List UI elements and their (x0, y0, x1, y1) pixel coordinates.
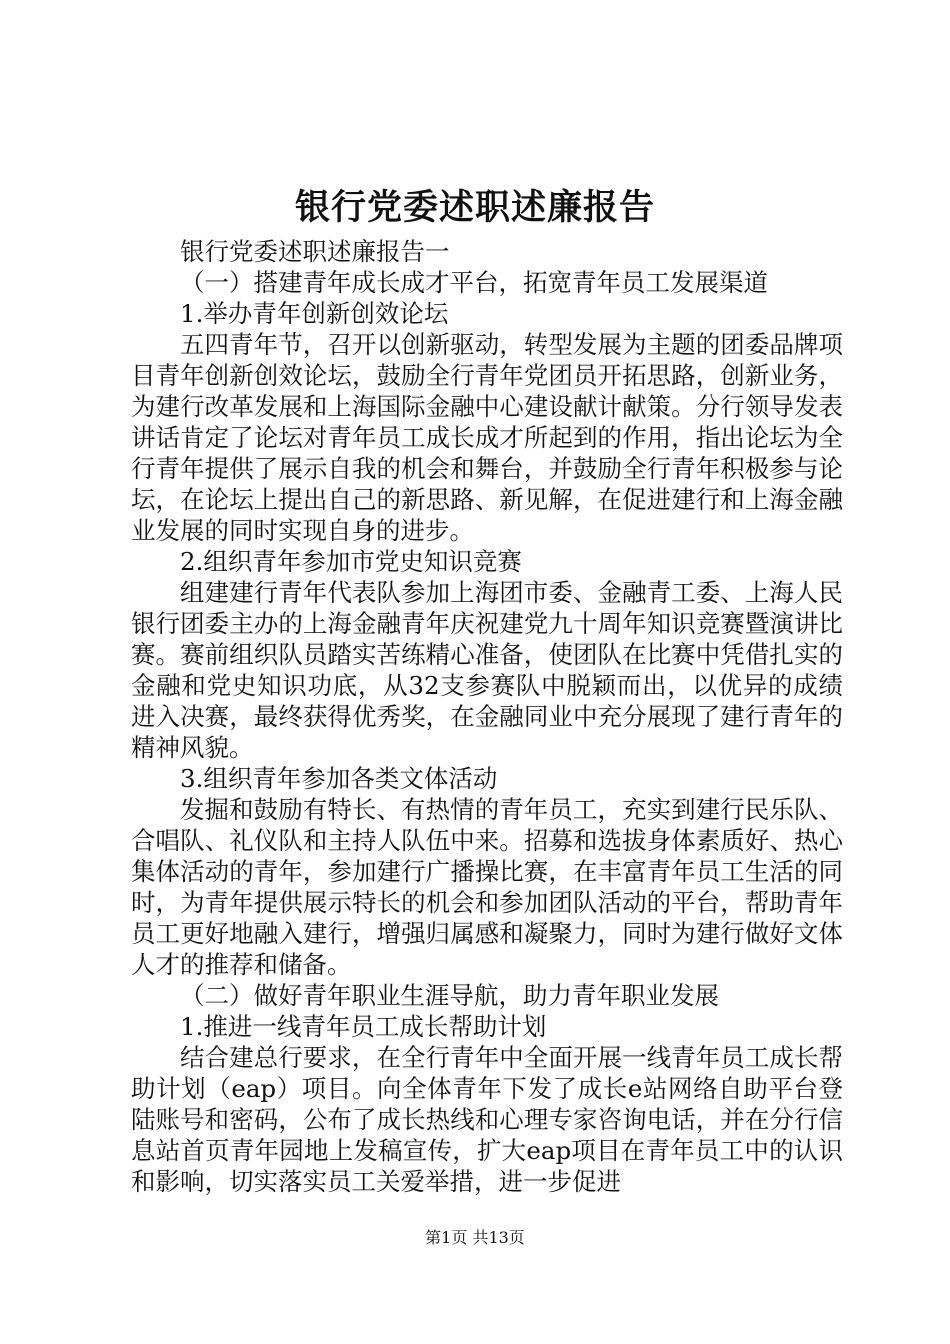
subsection-heading-1-1: 1.举办青年创新创效论坛 (180, 299, 449, 328)
document-body (131, 236, 843, 1197)
body-paragraph: 结合建总行要求，在全行青年中全面开展一线青年员工成长帮助计划（eap）项目。向全体青年下发了成长e站网络自助平台登陆账号和密码，公布了成长热线和心理专家咨询电话，并在分行信息站首页青年园地上发稿宣传，扩大eap项目在青年员工中的认识和影响，切实落实员工关爱举措，进一步促进 (131, 1043, 843, 1196)
report-subtitle: 银行党委述职述廉报告一 (180, 237, 450, 266)
subsection-heading-1-3: 3.组织青年参加各类文体活动 (180, 764, 498, 793)
subsection-heading-2-1: 1.推进一线青年员工成长帮助计划 (180, 1012, 547, 1041)
page-footer: 第1页 共13页 (425, 1228, 525, 1247)
section-heading-2: （二）做好青年职业生涯导航，助力青年职业发展 (180, 981, 719, 1010)
section-heading-1: （一）搭建青年成长成才平台，拓宽青年员工发展渠道 (180, 268, 768, 297)
body-paragraph: 五四青年节，召开以创新驱动，转型发展为主题的团委品牌项目青年创新创效论坛，鼓励全行青年党团员开拓思路，创新业务，为建行改革发展和上海国际金融中心建设献计献策。分行领导发表讲话肯定了论坛对青年员工成长成才所起到的作用，指出论坛为全行青年提供了展示自我的机会和舞台，并鼓励全行青年积极参与论坛，在论坛上提出自己的新思路、新见解，在促进建行和上海金融业发展的同时实现自身的进步。 (131, 330, 843, 545)
subsection-heading-1-2: 2.组织青年参加市党史知识竞赛 (180, 547, 522, 576)
document-title: 银行党委述职述廉报告 (294, 187, 655, 228)
body-paragraph: 发掘和鼓励有特长、有热情的青年员工，充实到建行民乐队、合唱队、礼仪队和主持人队伍中来。招募和选拔身体素质好、热心集体活动的青年，参加建行广播操比赛，在丰富青年员工生活的同时，为青年提供展示特长的机会和参加团队活动的平台，帮助青年员工更好地融入建行，增强归属感和凝聚力，同时为建行做好文体人才的推荐和储备。 (131, 795, 843, 979)
body-paragraph: 组建建行青年代表队参加上海团市委、金融青工委、上海人民银行团委主办的上海金融青年庆祝建党九十周年知识竞赛暨演讲比赛。赛前组织队员踏实苦练精心准备，使团队在比赛中凭借扎实的金融和党史知识功底，从32支参赛队中脱颖而出，以优异的成绩进入决赛，最终获得优秀奖，在金融同业中充分展现了建行青年的精神风貌。 (131, 578, 843, 762)
